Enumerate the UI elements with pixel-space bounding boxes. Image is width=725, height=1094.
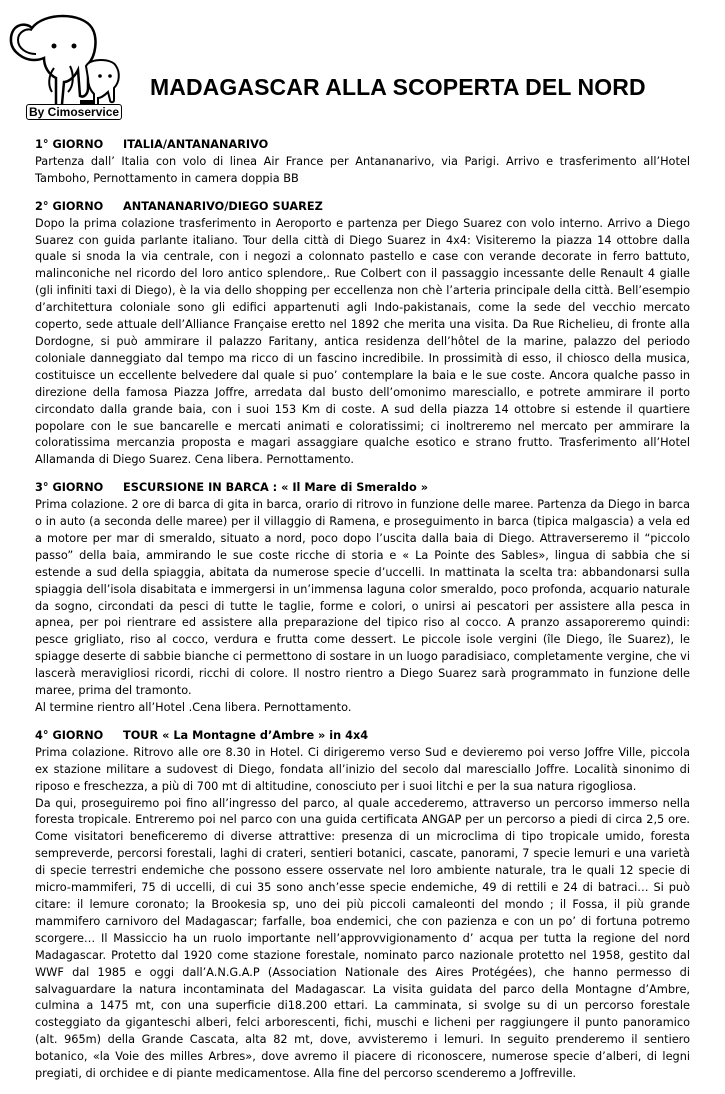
day-title: TOUR « La Montagne d’Ambre » in 4x4 — [123, 728, 369, 742]
day-section — [35, 728, 690, 1083]
day-paragraph: Prima colazione. 2 ore di barca di gita in barca, orario di ritrovo in funzione delle maree. Partenza da Diego in barca o in auto (a seconda delle maree) per il villaggio di Ramena, e proseguimento in barca (tipica malgascia) a vela ed a motore per mar di smeraldo, situato a nord, poco dopo l’uscita dalla baia di Diego. Attraverseremo il “piccolo passo” della baia, ammirando le sue coste ricche di storia e « La Pointe des Sables», lingua di sabbia che si estende a sud della spiaggia, abitata da numerose specie d’uccelli. In mattinata la scelta tra: abbandonarsi sulla spiaggia dell’isola disabitata e immergersi in un’immensa laguna color smeraldo, poco profonda, acquario naturale da sogno, circondati da pesci di tutte le taglie, forme e colori, o unirsi ai pescatori per assistere alla pesca in apnea, per poi rientrare ed assistere alla preparazione del tipico riso al cocco. A pranzo assaporeremo quindi: pesce grigliato, riso al cocco, verdura e frutta come dessert. Le piccole isole vergini (île Diego, île Suarez), le spiagge deserte di sabbie bianche ci permettono di sostare in un luogo paradisiaco, completamente vergine, che vi lascerà meravigliosi ricordi, ricchi di colore. Il nostro rientro a Diego Suarez sarà programmato in funzione delle maree, prima del tramonto. — [35, 498, 690, 698]
day-heading — [35, 728, 690, 745]
page-title: MADAGASCAR ALLA SCOPERTA DEL NORD — [150, 74, 646, 100]
day-heading — [35, 199, 690, 216]
day-paragraph: Prima colazione. Ritrovo alle ore 8.30 in Hotel. Ci dirigeremo verso Sud e devieremo poi verso Joffre Ville, piccola ex stazione militare a sudovest di Diego, fondata all’inizio del secolo dal maresciallo Joffre. Località sinonimo di riposo e freschezza, a più di 700 mt di altitudine, conosciuto per i suoi litchi e per la sua natura rigogliosa. — [35, 745, 690, 793]
itinerary — [35, 137, 690, 1094]
day-section — [35, 480, 690, 717]
day-heading — [35, 480, 690, 497]
day-title: ITALIA/ANTANANARIVO — [123, 138, 269, 151]
day-number: 2° GIORNO — [35, 199, 104, 213]
day-paragraph: Dopo la prima colazione trasferimento in Aeroporto e partenza per Diego Suarez con volo interno. Arrivo a Diego Suarez con guida parlante italiano. Tour della città di Diego Suarez in 4x4: Visiteremo la piazza 14 ottobre dalla quale si snoda la via centrale, con i negozi a colonnato pastello e case con verande decorate in ferro battuto, malinconiche nel ricordo del loro antico splendore,. Rue Colbert con il passaggio incessante delle Renault 4 gialle (gli infiniti taxi di Diego), è la via dello shopping per eccellenza non chè l’arteria principale della città. Bell’esempio d’architettura coloniale sono gli edifici appartenuti agli Indo-pakistanais, come la sede del vecchio mercato coperto, sede attuale dell’Alliance Française eretto nel 1892 che merita una visita. Da Rue Richelieu, di fronte alla Dordogne, si può ammirare il palazzo Faritany, antica residenza dell’hôtel de la marine, palazzo del periodo coloniale danneggiato dal tempo ma ricco di un fascino incredibile. In prossimità di esso, il chiosco della musica, costituisce un eccellente belvedere dal quale si puo’ contemplare la baia e le sue coste. Ancora qualche passo in direzione della famosa Piazza Joffre, arredata dal busto dell’omonimo maresciallo, e potrete ammirare il porto circondato dalla grande baia, con i suoi 153 Km di coste. A sud della piazza 14 ottobre si estende il quartiere popolare con le sue bancarelle e mercati animati e coloratissimi; ci inoltreremo nel mercato per ammirare la coloratissima mercanzia proposta e magari assaggiare qualche esotico e strano frutto. Trasferimento all’Hotel Allamanda di Diego Suarez. Cena libera. Pernottamento. — [35, 216, 690, 467]
day-heading — [35, 137, 690, 154]
day-title: ESCURSIONE IN BARCA : « Il Mare di Smeraldo » — [123, 481, 428, 495]
day-paragraph: Al termine rientro all’Hotel .Cena libera. Pernottamento. — [35, 701, 352, 714]
company-logo — [4, 8, 132, 126]
day-paragraph: Da qui, proseguiremo poi fino all’ingresso del parco, al quale accederemo, attraverso un percorso immerso nella foresta tropicale. Entreremo poi nel parco con una guida certificata ANGAP per un percorso a piedi di circa 2,5 ore. Come visitatori beneficeremo di diverse attrattive: presenza di un microclima di tipo tropicale umido, foresta sempreverde, percorsi forestali, laghi di crateri, sentieri botanici, cascate, panorami, 7 specie lemuri e una varietà di specie terrestri endemiche che possono essere osservate nel loro ambiente naturale, tra le quali 12 specie di micro-mammiferi, 75 di uccelli, di cui 35 sono anch’esse specie endemiche, 49 di rettili e 24 di batraci… Si può citare: il lemure coronato; la Brookesia sp, uno dei più piccoli camaleonti del mondo ; il Fossa, il più grande mammifero carnivoro del Madagascar; farfalle, boa endemici, che con pazienza e con un po’ di fortuna potremo scorgere… Il Massiccio ha un ruolo importante nell’approvvigionamento d’ acqua per tutta la regione del nord Madagascar. Protetto dal 1920 come stazione forestale, nominato parco nazionale protetto nel 1958, gestito dal WWF dal 1985 e oggi dall’A.N.G.A.P (Association Nationale des Aires Protégées), che hanno permesso di salvaguardare la natura incontaminata del Madagascar. La visita guidata del parco della Montagne d’Ambre, culmina a 1475 mt, con una superficie di18.200 ettari. La camminata, si svolge su di un percorso forestale costeggiato da giganteschi alberi, felci arborescenti, fichi, muschi e licheni per raggiungere il punto panoramico (alt. 965m) della Grande Cascata, alta 82 mt, dove, avvisteremo i lemuri. In seguito prenderemo il sentiero botanico, «la Voie des milles Arbres», dove avremo il piacere di riconoscere, numerose specie d’alberi, di legni pregiati, di orchidee e di piante medicamentose. Alla fine del percorso scenderemo a Joffreville. — [35, 796, 690, 1081]
day-title: ANTANANARIVO/DIEGO SUAREZ — [123, 199, 323, 213]
day-number: 3° GIORNO — [35, 481, 104, 495]
day-section — [35, 199, 690, 470]
day-number: 4° GIORNO — [35, 728, 104, 742]
logo-text: By Cimoservice — [26, 104, 122, 120]
day-paragraph: Partenza dall’ Italia con volo di linea Air France per Antananarivo, via Parigi. Arrivo e trasferimento all’Hotel Tamboho, Pernottamento in camera doppia BB — [35, 154, 690, 185]
day-number: 1° GIORNO — [35, 138, 104, 151]
day-section — [35, 137, 690, 188]
